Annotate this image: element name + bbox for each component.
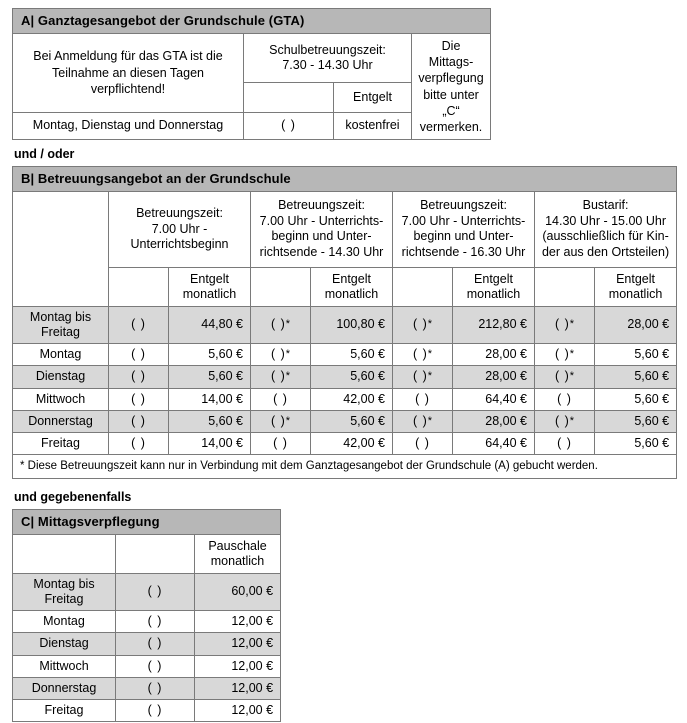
section-b-day-label: Donnerstag — [13, 410, 109, 432]
section-b-fee-r3-c2: 5,60 € — [311, 366, 393, 388]
section-c-day-label: Mittwoch — [13, 655, 116, 677]
section-b-checkbox-r2-c4[interactable]: ( )* — [535, 344, 595, 366]
section-b-day-label: Dienstag — [13, 366, 109, 388]
section-b-column-title-2: Betreuungszeit: 7.00 Uhr - Unterrichts- beginn und Unter- richtsende - 14.30 Uhr — [251, 192, 393, 268]
section-b-checkbox-r5-c3[interactable]: ( )* — [393, 410, 453, 432]
section-b-checkbox-r5-c1[interactable]: ( ) — [109, 410, 169, 432]
section-b-table — [12, 166, 677, 478]
section-b-checkbox-header-1 — [109, 267, 169, 306]
section-b-fee-r6-c2: 42,00 € — [311, 433, 393, 455]
section-b-checkbox-r6-c1[interactable]: ( ) — [109, 433, 169, 455]
section-b-footnote: * Diese Betreuungszeit kann nur in Verbindung mit dem Ganztagesangebot der Grundschule (A) gebucht werden. — [13, 455, 677, 478]
section-b-fee-r4-c3: 64,40 € — [453, 388, 535, 410]
section-b-fee-r4-c4: 5,60 € — [595, 388, 677, 410]
footnote-asterisk: * — [285, 348, 291, 361]
section-c-checkbox-r6[interactable]: ( ) — [116, 700, 195, 722]
section-b-column-title-4: Bustarif: 14.30 Uhr - 15.00 Uhr (ausschließlich für Kin- der aus den Ortsteilen) — [535, 192, 677, 268]
section-a-fee-header: Entgelt — [334, 82, 412, 112]
section-b-checkbox-r2-c2[interactable]: ( )* — [251, 344, 311, 366]
section-b-checkbox-r5-c2[interactable]: ( )* — [251, 410, 311, 432]
section-c-day-label: Dienstag — [13, 633, 116, 655]
footnote-asterisk: * — [285, 370, 291, 383]
section-b-fee-r5-c1: 5,60 € — [169, 410, 251, 432]
section-b-column-title-3: Betreuungszeit: 7.00 Uhr - Unterrichts- beginn und Unter- richtsende - 16.30 Uhr — [393, 192, 535, 268]
footnote-asterisk: * — [569, 348, 575, 361]
section-c-band-title: C| Mittagsverpflegung — [13, 509, 281, 534]
section-b-fee-r5-c3: 28,00 € — [453, 410, 535, 432]
footnote-asterisk: * — [427, 318, 433, 331]
section-b-fee-r2-c4: 5,60 € — [595, 344, 677, 366]
section-b-fee-r1-c3: 212,80 € — [453, 306, 535, 344]
section-b-fee-r2-c1: 5,60 € — [169, 344, 251, 366]
section-b-checkbox-r1-c2[interactable]: ( )* — [251, 306, 311, 344]
section-b-corner-cell — [13, 192, 109, 307]
section-b-fee-header-1: Entgelt monatlich — [169, 267, 251, 306]
section-a-band-row — [13, 9, 491, 34]
table-row — [13, 388, 677, 410]
table-row — [13, 410, 677, 432]
section-b-band-title: B| Betreuungsangebot an der Grundschule — [13, 167, 677, 192]
footnote-asterisk: * — [427, 370, 433, 383]
section-c-day-label: Donnerstag — [13, 677, 116, 699]
section-b-fee-r3-c3: 28,00 € — [453, 366, 535, 388]
section-c-fee-r3: 12,00 € — [195, 633, 281, 655]
table-row — [13, 306, 677, 344]
footnote-asterisk: * — [569, 414, 575, 427]
section-c-checkbox-header — [116, 534, 195, 573]
section-b-checkbox-r1-c4[interactable]: ( )* — [535, 306, 595, 344]
section-a-checkbox[interactable]: ( ) — [244, 112, 334, 140]
section-b-checkbox-r1-c1[interactable]: ( ) — [109, 306, 169, 344]
section-c-header-row — [13, 534, 281, 573]
section-b-fee-r2-c2: 5,60 € — [311, 344, 393, 366]
section-b-checkbox-r3-c3[interactable]: ( )* — [393, 366, 453, 388]
section-b-day-label: Montag — [13, 344, 109, 366]
connector-und-gegebenenfalls: und gegebenenfalls — [14, 489, 132, 504]
section-c-checkbox-r1[interactable]: ( ) — [116, 573, 195, 611]
section-b-fee-r6-c3: 64,40 € — [453, 433, 535, 455]
section-b-column-title-1: Betreuungszeit: 7.00 Uhr - Unterrichtsbeginn — [109, 192, 251, 268]
section-b-fee-r4-c2: 42,00 € — [311, 388, 393, 410]
section-b-checkbox-header-4 — [535, 267, 595, 306]
table-row — [13, 655, 281, 677]
table-row — [13, 677, 281, 699]
section-b-day-label: Montag bis Freitag — [13, 306, 109, 344]
footnote-asterisk: * — [427, 348, 433, 361]
section-a-time-header: Schulbetreuungszeit: 7.30 - 14.30 Uhr — [244, 33, 412, 82]
footnote-asterisk: * — [285, 318, 291, 331]
section-c-corner-cell — [13, 534, 116, 573]
section-b-fee-label-row — [13, 267, 677, 306]
section-a-note: Bei Anmeldung für das GTA ist die Teilnahme an diesen Tagen verpflichtend! — [13, 33, 244, 112]
section-a-side-note: Die Mittags- verpflegung bitte unter „C“ vermerken. — [412, 33, 491, 140]
table-row — [13, 611, 281, 633]
section-c-day-label: Montag — [13, 611, 116, 633]
section-b-fee-r3-c1: 5,60 € — [169, 366, 251, 388]
table-row — [13, 433, 677, 455]
section-b-checkbox-r4-c3[interactable]: ( ) — [393, 388, 453, 410]
section-c-fee-r6: 12,00 € — [195, 700, 281, 722]
section-c-checkbox-r4[interactable]: ( ) — [116, 655, 195, 677]
footnote-asterisk: * — [569, 318, 575, 331]
section-a-fee-value: kostenfrei — [334, 112, 412, 140]
section-a-day-label: Montag, Dienstag und Donnerstag — [13, 112, 244, 140]
section-b-fee-header-2: Entgelt monatlich — [311, 267, 393, 306]
section-b-fee-header-4: Entgelt monatlich — [595, 267, 677, 306]
section-c-fee-r1: 60,00 € — [195, 573, 281, 611]
section-b-fee-r1-c1: 44,80 € — [169, 306, 251, 344]
footnote-asterisk: * — [285, 414, 291, 427]
section-b-fee-r2-c3: 28,00 € — [453, 344, 535, 366]
section-b-checkbox-r6-c3[interactable]: ( ) — [393, 433, 453, 455]
section-a-header-row — [13, 33, 491, 82]
section-c-fee-r4: 12,00 € — [195, 655, 281, 677]
footnote-asterisk: * — [427, 414, 433, 427]
section-b-day-label: Mittwoch — [13, 388, 109, 410]
section-b-checkbox-r5-c4[interactable]: ( )* — [535, 410, 595, 432]
section-b-checkbox-r6-c4[interactable]: ( ) — [535, 433, 595, 455]
section-b-footnote-row — [13, 455, 677, 478]
section-b-day-label: Freitag — [13, 433, 109, 455]
section-a-band-title: A| Ganztagesangebot der Grundschule (GTA) — [13, 9, 491, 34]
section-b-fee-r5-c4: 5,60 € — [595, 410, 677, 432]
section-b-checkbox-r4-c4[interactable]: ( ) — [535, 388, 595, 410]
section-b-fee-r6-c4: 5,60 € — [595, 433, 677, 455]
section-c-band-row — [13, 509, 281, 534]
section-c-day-label: Montag bis Freitag — [13, 573, 116, 611]
section-c-table — [12, 509, 281, 723]
section-b-fee-r6-c1: 14,00 € — [169, 433, 251, 455]
section-b-fee-r3-c4: 5,60 € — [595, 366, 677, 388]
section-c-checkbox-r3[interactable]: ( ) — [116, 633, 195, 655]
section-c-fee-header: Pauschale monatlich — [195, 534, 281, 573]
section-b-fee-r1-c2: 100,80 € — [311, 306, 393, 344]
section-b-checkbox-header-2 — [251, 267, 311, 306]
table-row — [13, 366, 677, 388]
section-c-fee-r5: 12,00 € — [195, 677, 281, 699]
section-b-checkbox-r2-c3[interactable]: ( )* — [393, 344, 453, 366]
section-b-fee-r4-c1: 14,00 € — [169, 388, 251, 410]
section-b-fee-header-3: Entgelt monatlich — [453, 267, 535, 306]
section-b-checkbox-r1-c3[interactable]: ( )* — [393, 306, 453, 344]
section-b-checkbox-r6-c2[interactable]: ( ) — [251, 433, 311, 455]
table-row — [13, 573, 281, 611]
section-c-checkbox-r2[interactable]: ( ) — [116, 611, 195, 633]
section-a-table — [12, 8, 491, 140]
section-a-checkbox-header — [244, 82, 334, 112]
section-c-checkbox-r5[interactable]: ( ) — [116, 677, 195, 699]
section-b-checkbox-r3-c1[interactable]: ( ) — [109, 366, 169, 388]
section-b-checkbox-r3-c2[interactable]: ( )* — [251, 366, 311, 388]
section-c-fee-r2: 12,00 € — [195, 611, 281, 633]
table-row — [13, 633, 281, 655]
table-row — [13, 700, 281, 722]
section-b-band-row — [13, 167, 677, 192]
section-b-checkbox-header-3 — [393, 267, 453, 306]
footnote-asterisk: * — [569, 370, 575, 383]
section-b-fee-r5-c2: 5,60 € — [311, 410, 393, 432]
section-b-checkbox-r3-c4[interactable]: ( )* — [535, 366, 595, 388]
section-c-day-label: Freitag — [13, 700, 116, 722]
section-b-checkbox-r4-c1[interactable]: ( ) — [109, 388, 169, 410]
connector-und-oder: und / oder — [14, 147, 75, 162]
section-b-checkbox-r4-c2[interactable]: ( ) — [251, 388, 311, 410]
section-b-fee-r1-c4: 28,00 € — [595, 306, 677, 344]
section-b-column-title-row — [13, 192, 677, 268]
section-b-checkbox-r2-c1[interactable]: ( ) — [109, 344, 169, 366]
table-row — [13, 344, 677, 366]
